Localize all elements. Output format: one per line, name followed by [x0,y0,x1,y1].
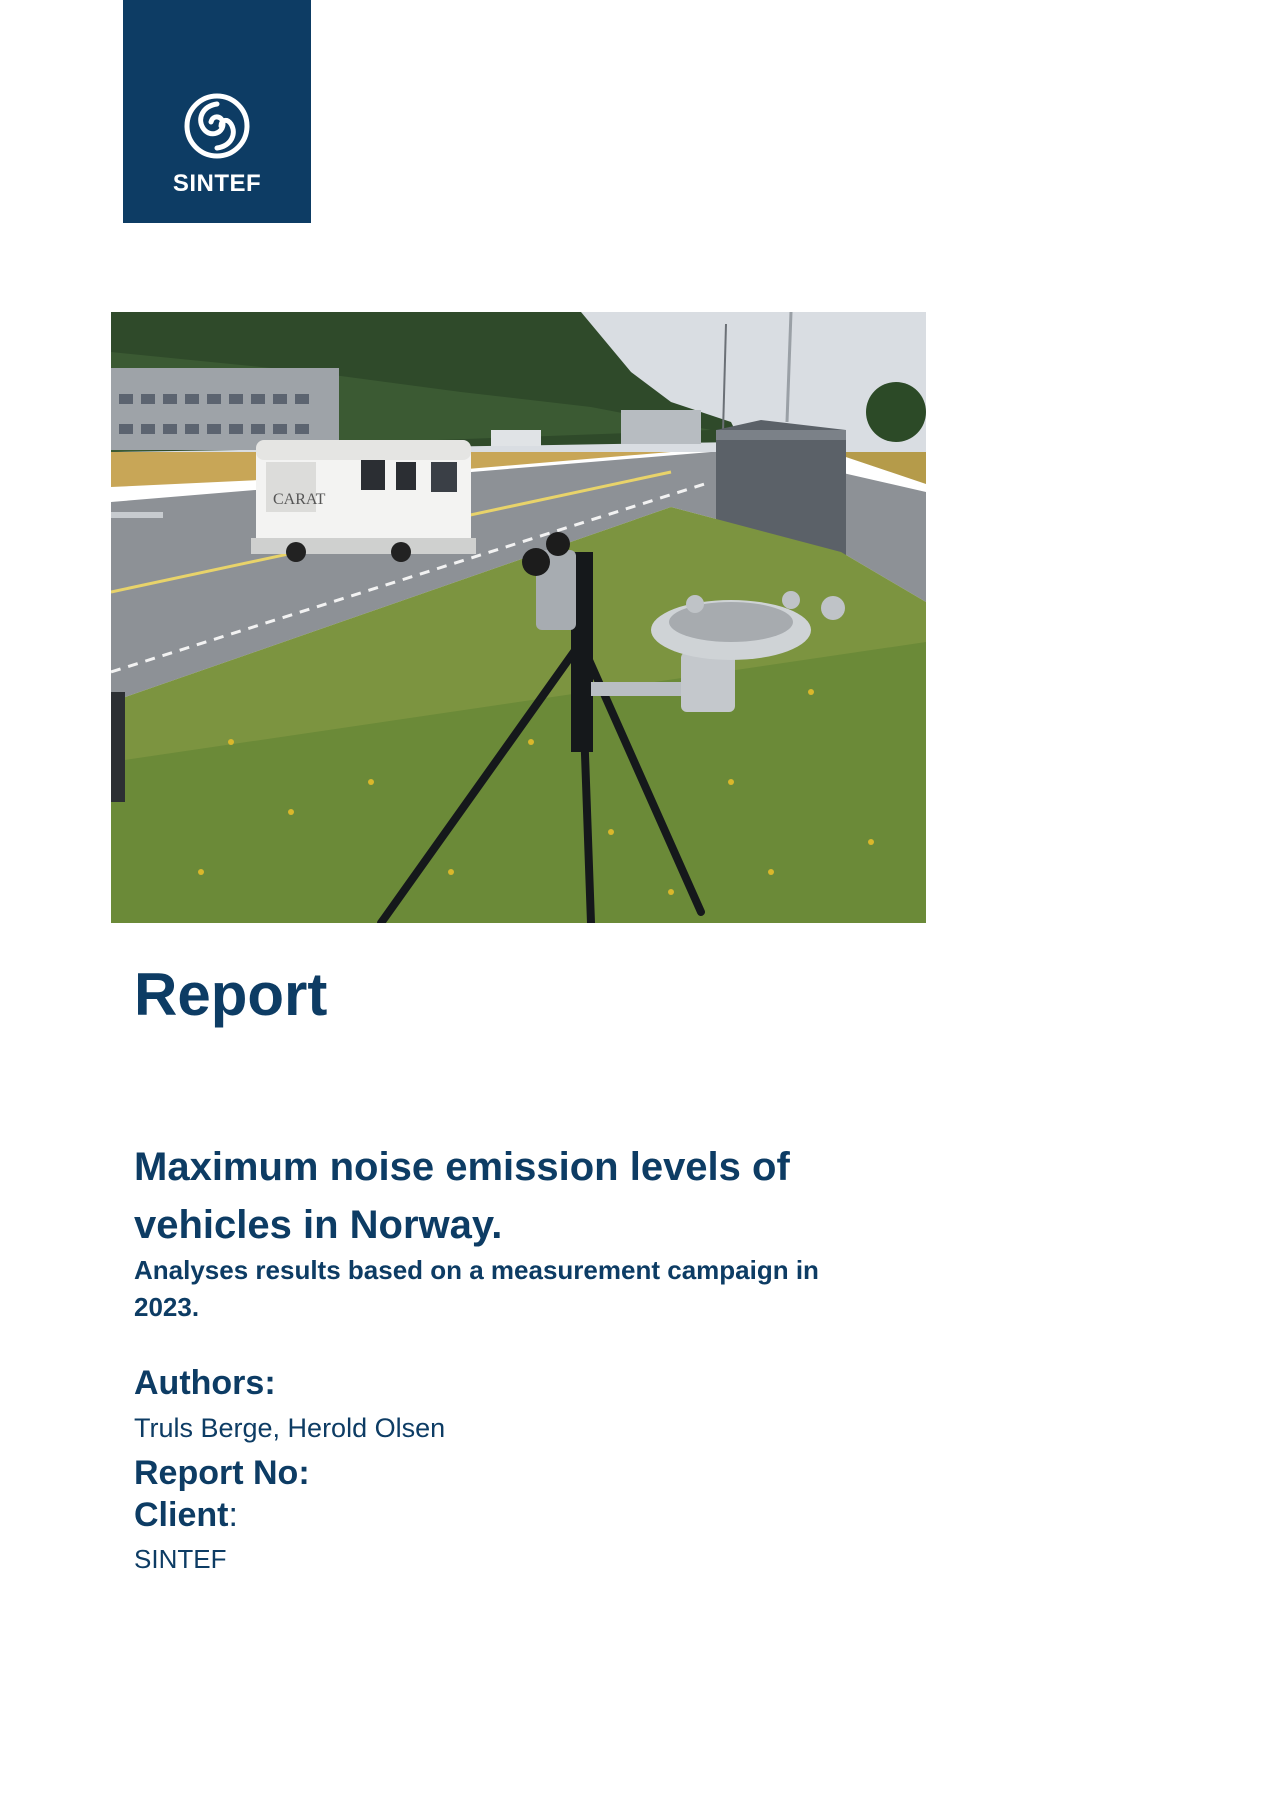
sintef-logo [123,0,311,223]
cover-photo [111,312,926,923]
client-label [134,1494,238,1536]
report-number-label: Report No: [134,1454,310,1492]
client-label-text: Client [134,1496,229,1534]
report-label: Report [134,961,328,1028]
authors-value: Truls Berge, Herold Olsen [134,1413,446,1443]
authors-label: Authors: [134,1364,276,1402]
client-value: SINTEF [134,1544,227,1574]
client-label-colon: : [228,1496,238,1534]
logo-text: SINTEF [172,170,262,197]
sintef-logo-icon [183,92,251,160]
svg-text:CARAT: CARAT [273,491,326,508]
report-title: Maximum noise emission levels of vehicles in Norway. [134,1145,790,1247]
report-subtitle: Analyses results based on a measurement campaign in 2023. [134,1255,819,1322]
